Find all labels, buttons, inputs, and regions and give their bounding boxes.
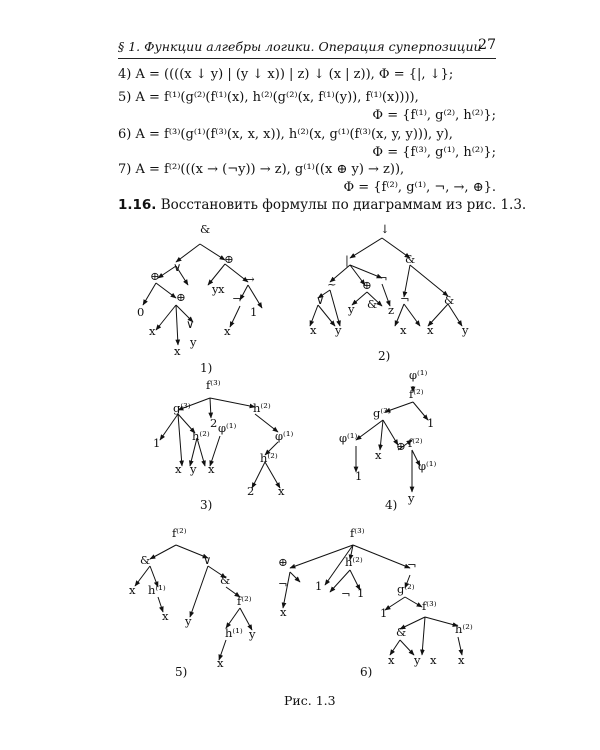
diagram-label: h⁽²⁾	[192, 429, 210, 443]
diagram-edge	[160, 414, 178, 440]
formula-7: 7) A = f⁽²⁾(((x → (¬y)) → z), g⁽¹⁾((x ⊕ y) → z)),	[118, 162, 405, 177]
diagram-label: 1	[315, 579, 323, 593]
diagram-label: φ⁽¹⁾	[339, 431, 358, 445]
diagram-edge	[413, 402, 428, 420]
diagram-label: 1	[427, 416, 435, 430]
diagram-label: h⁽²⁾	[253, 401, 271, 415]
diagram-label: ↓	[380, 222, 390, 236]
diagram-label: ~	[327, 277, 337, 291]
diagram-label: 5)	[175, 665, 188, 679]
diagram-label: x	[427, 323, 434, 337]
diagram-label: f⁽²⁾	[408, 436, 423, 450]
diagram-label: x	[208, 462, 215, 476]
diagram-label: y	[190, 335, 197, 349]
formula-5-basis: Φ = {f⁽¹⁾, g⁽²⁾, h⁽²⁾};	[372, 108, 496, 123]
formula-6: 6) A = f⁽³⁾(g⁽¹⁾(f⁽³⁾(x, x, x)), h⁽²⁾(x, g⁽¹⁾(f⁽³⁾(x, y, y))), y),	[118, 127, 453, 142]
diagram-label: f⁽³⁾	[350, 526, 365, 540]
diagram-label: x	[310, 323, 317, 337]
diagram-edge	[190, 566, 208, 617]
diagram-label: φ⁽¹⁾	[418, 459, 437, 473]
diagram-label: x	[400, 323, 407, 337]
diagram-label: x	[280, 605, 287, 619]
diagram-label: 1	[357, 586, 365, 600]
diagram-label: φ⁽¹⁾	[275, 429, 294, 443]
diagram-label: g⁽³⁾	[373, 406, 391, 420]
diagram-label: g⁽³⁾	[173, 401, 191, 415]
formula-5: 5) A = f⁽¹⁾(g⁽²⁾(f⁽¹⁾(x), h⁽²⁾(g⁽²⁾(x, f⁽¹⁾(y)), f⁽¹⁾(x)))),	[118, 90, 419, 105]
diagram-edge	[226, 608, 240, 628]
diagram-label: 2	[210, 416, 218, 430]
formula-6-basis: Φ = {f⁽³⁾, g⁽¹⁾, h⁽²⁾};	[372, 145, 496, 160]
diagram-label: ⊕	[224, 252, 234, 266]
diagram-label: x	[218, 282, 225, 296]
diagram-edge	[448, 304, 462, 326]
diagram-edge	[330, 290, 340, 326]
diagram-label: |	[345, 253, 349, 267]
diagram-edge	[425, 617, 458, 626]
diagram-label: x	[278, 484, 285, 498]
diagram-label: x	[174, 344, 181, 358]
diagram-label: h⁽¹⁾	[148, 583, 166, 597]
diagram-label: f⁽³⁾	[422, 599, 437, 613]
diagram-label: ¬	[407, 558, 417, 572]
diagram-label: 1	[355, 469, 363, 483]
formula-7-basis: Φ = {f⁽²⁾, g⁽¹⁾, ¬, →, ⊕}.	[343, 180, 496, 195]
diagram-label: x	[175, 462, 182, 476]
diagram-label: y	[335, 323, 342, 337]
diagram-edge	[290, 545, 353, 568]
diagram-label: y	[414, 653, 421, 667]
diagram-label: y	[249, 627, 256, 641]
diagram-label: ∨	[186, 317, 195, 331]
problem-number: 1.16.	[118, 197, 157, 213]
diagram-edge	[405, 597, 422, 607]
diagram-label: ⊕	[278, 555, 288, 569]
diagram-label: f⁽³⁾	[206, 378, 221, 392]
diagram-label: x	[430, 653, 437, 667]
diagram-label: h⁽²⁾	[260, 451, 278, 465]
diagram-label: h⁽²⁾	[345, 555, 363, 569]
running-title: § 1. Функции алгебры логики. Операция суперпозиции	[118, 39, 482, 54]
diagram-label: y	[185, 614, 192, 628]
diagram-label: z	[388, 303, 395, 317]
diagram-label: →	[245, 272, 255, 286]
diagram-label: x	[224, 324, 231, 338]
diagram-label: 1	[380, 606, 388, 620]
diagram-label: &	[140, 553, 151, 567]
diagram-edge	[156, 283, 176, 298]
diagram-label: ¬	[341, 587, 351, 601]
diagram-label: h⁽¹⁾	[225, 626, 243, 640]
diagram-edge	[210, 398, 255, 407]
diagram-edge	[385, 597, 405, 610]
diagram-edge	[200, 244, 225, 260]
diagram-label: y	[212, 282, 219, 296]
diagram-label: x	[149, 324, 156, 338]
diagram-edge	[156, 305, 176, 330]
diagram-label: &	[200, 222, 211, 236]
diagram-edge	[210, 398, 211, 418]
diagram-edge	[176, 305, 178, 345]
diagram-label: ¬	[400, 292, 410, 306]
diagram-label: &	[367, 297, 378, 311]
diagram-label: ∨	[173, 260, 182, 274]
diagram-label: φ⁽¹⁾	[218, 421, 237, 435]
diagram-label: x	[129, 583, 136, 597]
figure-caption: Рис. 1.3	[284, 693, 336, 708]
diagram-edge	[143, 283, 156, 305]
diagram-label: 6)	[360, 665, 373, 679]
diagram-edge	[422, 617, 425, 655]
diagram-label: ⊕	[396, 439, 406, 453]
diagram-label: &	[405, 252, 416, 266]
diagram-label: 0	[137, 305, 145, 319]
diagram-label: 4)	[385, 498, 398, 512]
diagram-label: ⊕	[362, 278, 372, 292]
diagram-label: 3)	[200, 498, 213, 512]
diagram-edge	[150, 545, 176, 559]
diagram-label: f⁽²⁾	[172, 526, 187, 540]
diagram-edge	[290, 572, 300, 582]
diagram-label: &	[220, 573, 231, 587]
diagram-label: φ⁽¹⁾	[409, 368, 428, 382]
diagram-label: y	[408, 491, 415, 505]
diagram-label: x	[162, 609, 169, 623]
diagram-label: ∨	[203, 553, 212, 567]
diagram-label: 1	[250, 305, 258, 319]
diagram-label: h⁽²⁾	[455, 622, 473, 636]
diagram-label: &	[444, 293, 455, 307]
diagram-label: 1)	[200, 361, 213, 375]
diagram-label: &	[396, 625, 407, 639]
diagram-edge	[350, 238, 382, 258]
diagram-label: y	[462, 323, 469, 337]
diagram-edge	[410, 265, 448, 296]
diagram-label: ∨	[316, 293, 325, 307]
diagram-label: ¬	[378, 271, 388, 285]
diagram-label: x	[388, 653, 395, 667]
diagram-label: f⁽²⁾	[237, 594, 252, 608]
diagram-label: f⁽²⁾	[409, 387, 424, 401]
diagram-label: x	[217, 656, 224, 670]
diagram-label: g⁽²⁾	[397, 582, 415, 596]
diagram-label: ⊕	[176, 290, 186, 304]
diagram-label: x	[458, 653, 465, 667]
diagram-edge	[230, 306, 240, 327]
page-number: 27	[478, 37, 496, 53]
diagram-label: ¬	[232, 292, 242, 306]
diagram-edge	[318, 305, 335, 326]
problem-text: Восстановить формулы по диаграммам из рис. 1.3.	[160, 197, 527, 213]
diagram-edge	[178, 414, 182, 466]
diagram-label: 2)	[378, 349, 391, 363]
diagram-label: y	[348, 302, 355, 316]
diagram-label: y	[190, 462, 197, 476]
formula-4: 4) A = ((((x ↓ y) | (y ↓ x)) | z) ↓ (x | z)), Φ = {|, ↓};	[118, 67, 454, 82]
diagram-label: ⊕	[150, 269, 160, 283]
diagram-label: ¬	[278, 577, 288, 591]
diagram-edge	[400, 640, 414, 655]
diagram-edge	[380, 420, 383, 450]
diagram-label: 2	[247, 484, 255, 498]
diagram-label: x	[375, 448, 382, 462]
diagram-edge	[356, 420, 383, 440]
diagram-label: 1	[153, 436, 161, 450]
